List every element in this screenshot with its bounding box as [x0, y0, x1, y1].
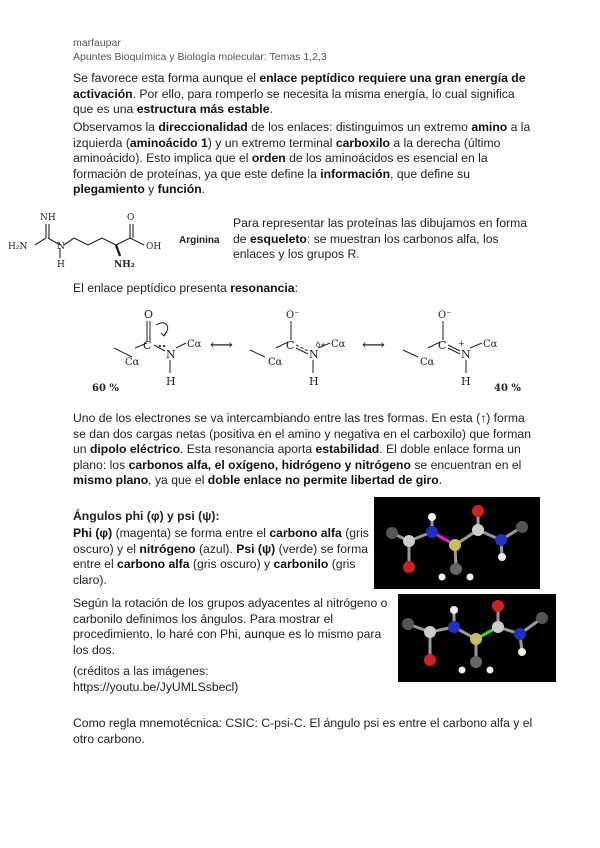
- res1-c: C: [143, 339, 152, 352]
- arginine-atom-nh2: NH₂: [114, 260, 135, 270]
- bold-term: estructura más estable: [136, 102, 270, 117]
- text-run: (gris oscuro) y: [189, 557, 274, 572]
- bold-term: resonancia: [230, 281, 295, 295]
- text-run: Observamos la: [73, 120, 159, 134]
- bold-term: dipolo eléctrico: [89, 442, 181, 457]
- text-run: Se favorece esta forma aunque el: [73, 71, 260, 85]
- bold-term: carbono alfa: [269, 526, 342, 540]
- bold-term: carbonilo: [273, 557, 329, 572]
- res1-n: N: [166, 348, 176, 361]
- creditos-url: https://youtu.be/JyUMLSsbecl): [73, 680, 239, 694]
- bold-term: Phi (φ): [73, 526, 113, 540]
- rotacion-paragraph: Según la rotación de los grupos adyacentes al nitrógeno o carbonilo definimos los ángulos. Para mostrar el procedimiento, lo haré con Phi, aunque es lo mismo para los dos.: [73, 596, 388, 657]
- text-run: :: [294, 281, 298, 295]
- bold-term: enlace peptídico requiere una gran energía de activación: [73, 71, 526, 101]
- bold-term: estabilidad: [315, 442, 380, 457]
- text-run: Para representar las proteínas las dibujamos en forma de: [233, 216, 528, 246]
- text-run: . Esta resonancia aporta: [180, 442, 316, 457]
- bold-term: carbono alfa: [117, 557, 190, 572]
- arginine-label: Arginina: [179, 235, 220, 246]
- bold-term: amino: [471, 120, 508, 134]
- arginine-atom-h2n: H₂N: [8, 242, 28, 252]
- text-run: de los enlaces: distinguimos un extremo: [247, 120, 472, 134]
- resonancia-intro: [73, 281, 533, 297]
- text-run: (azul).: [195, 541, 237, 556]
- text-run: , ya que el: [148, 473, 208, 488]
- phi-psi-paragraph: [73, 526, 373, 588]
- pct-right: 40 %: [494, 383, 521, 394]
- res3-h: H: [461, 375, 471, 388]
- direccionalidad-paragraph: [73, 120, 533, 198]
- text-run: El enlace peptídico presenta: [73, 281, 231, 295]
- arginine-atom-oh: OH: [146, 242, 162, 252]
- bold-term: aminoácido 1: [129, 135, 208, 150]
- res3-o: O⁻: [438, 310, 452, 321]
- bold-term: función: [157, 182, 202, 197]
- creditos-label: (créditos a las imágenes:: [73, 664, 209, 678]
- text-run: a la derecha (último aminoácido). Esto implica que el: [73, 135, 501, 166]
- res1-calpha-right: Cα: [187, 339, 202, 350]
- esqueleto-paragraph: [233, 216, 533, 263]
- text-run: .: [269, 102, 273, 117]
- text-run: (verde) se forma entre el: [73, 541, 369, 572]
- resonance-arrow-1: ⟷: [210, 335, 233, 354]
- text-run: .: [201, 182, 206, 197]
- bold-term: Psi (ψ): [236, 541, 276, 556]
- resonance-diagram: [80, 305, 540, 400]
- arginine-atom-h: H: [57, 260, 65, 270]
- mnemotecnia-paragraph: Como regla mnemotécnica: CSIC: C-psi-C. El ángulo psi es entre el carbono alfa y el otro carbono.: [73, 716, 533, 746]
- res2-c: C: [286, 339, 295, 352]
- author: marfaupar: [73, 37, 121, 49]
- intro-paragraph: [73, 71, 533, 118]
- text-run: (magenta) se forma entre el: [112, 526, 270, 540]
- text-run: Uno de los electrones se va intercambiando entre las tres formas. En esta (↑) forma se dan dos cargas netas (positiva en el amino y negativa en el carboxilo) que forman un: [73, 411, 531, 457]
- res3-n: N: [461, 348, 471, 361]
- res2-delta: δ+: [316, 341, 327, 349]
- text-run: . El doble enlace forma un plano: los: [73, 442, 521, 472]
- res2-o: O⁻: [286, 310, 300, 321]
- res3-calpha-right: Cα: [483, 339, 498, 350]
- res3-plus: +: [458, 339, 465, 348]
- electrones-paragraph: [73, 411, 533, 489]
- arginine-atom-n: N: [57, 242, 65, 252]
- molecule-phi-image-2: [398, 594, 556, 682]
- bold-term: plegamiento: [73, 182, 145, 197]
- text-run: .: [438, 473, 443, 488]
- pct-left: 60 %: [92, 383, 119, 394]
- text-run: ) y un extremo terminal: [207, 135, 336, 150]
- bold-term: carboxilo: [335, 135, 390, 150]
- text-run: (gris claro).: [73, 557, 356, 587]
- bold-term: esqueleto: [249, 231, 307, 246]
- res3-c: C: [438, 339, 447, 352]
- text-run: de los aminoácidos es esencial en la formación de proteínas, ya que este define la: [73, 151, 488, 181]
- text-run: a la izquierda (: [73, 120, 531, 150]
- angulos-title: Ángulos phi (φ) y psi (ψ):: [73, 509, 220, 523]
- molecule-phi-image-1: [374, 497, 540, 589]
- document-subtitle: Apuntes Bioquímica y Biología molecular: Temas 1,2,3: [73, 51, 327, 63]
- text-run: (gris oscuro) y el: [73, 526, 369, 556]
- bold-term: información: [320, 166, 391, 181]
- bold-term: direccionalidad: [158, 120, 248, 134]
- text-run: , que define su: [390, 166, 471, 181]
- bold-term: mismo plano: [73, 473, 149, 488]
- res1-h: H: [166, 375, 176, 388]
- resonance-arrow-2: ⟷: [362, 335, 385, 354]
- text-run: . Por ello, para romperlo se necesita la misma energía, lo cual significa que es una: [73, 86, 515, 117]
- res2-n: N: [309, 348, 319, 361]
- text-run: se encuentran en el: [410, 457, 522, 472]
- res2-calpha-right: Cα: [331, 339, 346, 350]
- bold-term: carbonos alfa, el oxígeno, hidrógeno y nitrógeno: [128, 457, 411, 472]
- text-run: y: [144, 182, 158, 197]
- res1-calpha-left: Cα: [125, 357, 140, 368]
- arginine-atom-nh: NH: [40, 213, 56, 223]
- text-run: : se muestran los carbonos alfa, los enlaces y los grupos R.: [233, 231, 499, 262]
- bold-term: nitrógeno: [139, 541, 196, 556]
- bold-term: orden: [251, 151, 286, 166]
- bold-term: doble enlace no permite libertad de giro: [207, 473, 439, 488]
- arginine-structure: [8, 208, 178, 276]
- res1-o: O: [144, 308, 154, 321]
- arginine-atom-o: O: [127, 213, 135, 223]
- res2-calpha-left: Cα: [268, 357, 283, 368]
- res3-calpha-left: Cα: [420, 357, 435, 368]
- res2-h: H: [309, 375, 319, 388]
